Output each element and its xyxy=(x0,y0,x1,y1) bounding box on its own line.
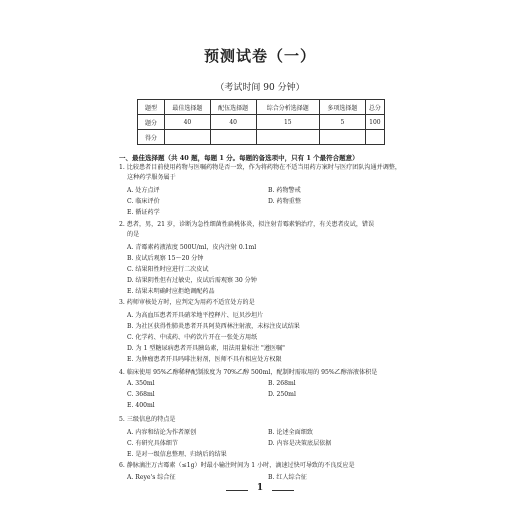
table-cell: 40 xyxy=(210,115,256,130)
score-table xyxy=(137,99,385,145)
answer-option: D. 药物重整 xyxy=(268,198,301,205)
answer-option: A. 青霉素药液浓度 500U/ml，皮内注射 0.1ml xyxy=(127,244,257,251)
answer-option: C. 临床评价 xyxy=(127,198,160,205)
question-stem: 的是 xyxy=(127,231,140,238)
answer-option: E. 循证药学 xyxy=(127,209,160,216)
answer-option: E. 400ml xyxy=(127,402,155,409)
question-stem: 1. 比较患者目前使用药物与医嘱药物是否一致，作为将药物在不适当用药方案时与医疗团队沟通并调整， xyxy=(119,164,401,171)
answer-option: A. Reye's 综合征 xyxy=(127,474,176,481)
table-header-cell: 最佳选择题 xyxy=(165,100,211,115)
table-cell xyxy=(210,130,256,145)
answer-option: C. 结果阳性时应进行二次皮试 xyxy=(127,266,209,273)
table-header-cell: 题型 xyxy=(138,100,165,115)
table-row xyxy=(138,115,385,130)
answer-option: B. 皮试后观察 15～20 分钟 xyxy=(127,255,204,262)
answer-option: B. 药物警戒 xyxy=(268,187,301,194)
answer-option: B. 红人综合征 xyxy=(268,474,307,481)
table-cell xyxy=(165,130,211,145)
answer-option: D. 为 1 型糖尿病患者开具胰岛素，用法用量标注 "遵医嘱" xyxy=(127,345,285,352)
question-stem: 这种药学服务属于 xyxy=(127,174,176,181)
answer-option: A. 350ml xyxy=(127,380,155,387)
answer-option: E. 结果未明确时应拒绝调配药品 xyxy=(127,288,215,295)
table-cell: 题分 xyxy=(138,115,165,130)
table-cell xyxy=(365,130,384,145)
answer-option: C. 化学药、中成药、中药饮片开在一张处方用纸 xyxy=(127,334,258,341)
answer-option: A. 处方点评 xyxy=(127,187,160,194)
section-heading: 一、最佳选择题（共 40 题，每题 1 分。每题的备选项中，只有 1 个最符合题意） xyxy=(119,154,359,162)
answer-option: B. 为社区获得性肺炎患者开具阿莫西林注射液，未标注皮试结果 xyxy=(127,323,300,330)
question-stem: 4. 临床使用 95%乙醇稀释配制浓度为 70%乙醇 500ml，配制时需取用的 95%乙醇溶液体积是 xyxy=(119,369,378,376)
table-header-cell: 综合分析选择题 xyxy=(256,100,319,115)
table-header-cell: 多项选择题 xyxy=(320,100,366,115)
table-cell: 100 xyxy=(365,115,384,130)
page-number-rule xyxy=(272,490,294,491)
answer-option: D. 250ml xyxy=(268,391,296,398)
table-cell: 得分 xyxy=(138,130,165,145)
table-cell xyxy=(256,130,319,145)
answer-option: B. 268ml xyxy=(268,380,296,387)
table-cell xyxy=(320,130,366,145)
answer-option: D. 内容是决策底层依据 xyxy=(268,440,332,447)
question-stem: 3. 药师审核处方时，应判定为用药不适宜处方的是 xyxy=(119,299,255,306)
page-number: 1 xyxy=(256,483,264,493)
table-header-cell: 配伍选择题 xyxy=(210,100,256,115)
exam-duration: （考试时间 90 分钟） xyxy=(215,83,305,93)
answer-option: D. 结果阴性但有过敏史，皮试后需观察 30 分钟 xyxy=(127,277,257,284)
answer-option: B. 论述全面细致 xyxy=(268,429,313,436)
table-row xyxy=(138,130,385,145)
answer-option: A. 内容和结论为作者原创 xyxy=(127,429,197,436)
question-stem: 2. 患者，男，21 岁，诊断为急性细菌性扁桃体炎，拟注射青霉素钠治疗，有关患者皮试，错误 xyxy=(119,221,375,228)
answer-option: E. 为肿瘤患者开具吗啡注射剂，医师不具有相应处方权限 xyxy=(127,356,282,363)
table-cell: 5 xyxy=(320,115,366,130)
answer-option: C. 368ml xyxy=(127,391,155,398)
question-stem: 6. 静脉滴注万古霉素（≤1g）时最小输注时间为 1 小时，滴速过快可导致的不良反应是 xyxy=(119,462,355,469)
page-title: 预测试卷（一） xyxy=(203,47,316,65)
table-cell: 15 xyxy=(256,115,319,130)
table-header-row xyxy=(138,100,385,115)
table-header-cell: 总分 xyxy=(365,100,384,115)
answer-option: E. 是对一级信息整理、归纳后的结果 xyxy=(127,451,227,458)
answer-option: C. 有研究具体细节 xyxy=(127,440,178,447)
answer-option: A. 为高血压患者开具硝苯地平控释片、厄贝沙坦片 xyxy=(127,312,264,319)
question-stem: 5. 三级信息的特点是 xyxy=(119,416,176,423)
table-cell: 40 xyxy=(165,115,211,130)
